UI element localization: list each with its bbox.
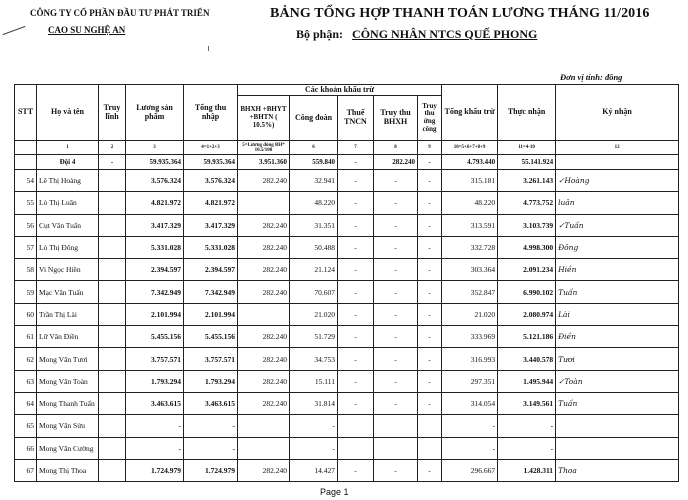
row-tong-thu-nhap: 3.463.615 (184, 392, 238, 414)
team-tong-thu-nhap: 59.935.364 (184, 155, 238, 170)
row-bhxh: 282.240 (238, 392, 290, 414)
row-tong-thu-nhap: - (184, 415, 238, 437)
row-truy-linh (99, 392, 126, 414)
row-luong-san-pham: 3.463.615 (126, 392, 184, 414)
table-row (15, 236, 679, 258)
col-number: 2 (99, 141, 126, 155)
table-row (15, 415, 679, 437)
row-cong-doan: - (290, 437, 338, 459)
row-thue: - (338, 281, 374, 303)
row-thuc-nhan: 2.091.234 (498, 259, 556, 281)
company-name: CÔNG TY CỔ PHẦN ĐẦU TƯ PHÁT TRIỂN (30, 8, 210, 18)
table-row (15, 459, 679, 481)
row-tong-khau-tru: 315.181 (442, 170, 498, 192)
team-thue: - (338, 155, 374, 170)
row-stt: 58 (15, 259, 37, 281)
row-thue: - (338, 348, 374, 370)
row-stt: 55 (15, 192, 37, 214)
row-name: Lê Thị Hoàng (37, 170, 99, 192)
row-stt: 65 (15, 415, 37, 437)
row-thue: - (338, 459, 374, 481)
row-thue: - (338, 370, 374, 392)
team-truy-thu-ung-cong: - (418, 155, 442, 170)
row-luong-san-pham: 5.455.156 (126, 326, 184, 348)
row-signature: Lài (556, 303, 679, 325)
row-truy-linh (99, 170, 126, 192)
header-deductions-group: Các khoản khấu trừ (238, 85, 442, 96)
row-truy-thu-bhxh: - (374, 348, 418, 370)
row-bhxh (238, 415, 290, 437)
row-name: Mong Thị Thoa (37, 459, 99, 481)
row-tong-khau-tru: 296.667 (442, 459, 498, 481)
row-tong-thu-nhap: 3.757.571 (184, 348, 238, 370)
row-thuc-nhan: 2.080.974 (498, 303, 556, 325)
row-tong-thu-nhap: 1.724.979 (184, 459, 238, 481)
table-row (15, 348, 679, 370)
col-number: 3 (126, 141, 184, 155)
row-tong-thu-nhap: 5.331.028 (184, 236, 238, 258)
row-cong-doan: 48.220 (290, 192, 338, 214)
row-truy-thu-bhxh: - (374, 236, 418, 258)
row-tong-thu-nhap: - (184, 437, 238, 459)
team-truy-thu-bhxh: 282.240 (374, 155, 418, 170)
branch-name: CAO SU NGHỆ AN (48, 25, 126, 35)
row-luong-san-pham: 2.394.597 (126, 259, 184, 281)
header-truy-thu-ung-cong: Truy thu ứng công (418, 96, 442, 141)
row-signature: Tuấn (556, 281, 679, 303)
row-tong-khau-tru: 21.020 (442, 303, 498, 325)
row-luong-san-pham: 2.101.994 (126, 303, 184, 325)
row-thuc-nhan: 3.103.739 (498, 214, 556, 236)
header-cong-doan: Công đoàn (290, 96, 338, 141)
row-luong-san-pham: - (126, 415, 184, 437)
row-signature: Tuấn (556, 392, 679, 414)
row-name: Mong Văn Cường (37, 437, 99, 459)
row-thuc-nhan: 3.440.578 (498, 348, 556, 370)
row-signature: ✓Toàn (556, 370, 679, 392)
col-number: 9 (418, 141, 442, 155)
col-number: 11=4-10 (498, 141, 556, 155)
row-truy-thu-bhxh: - (374, 259, 418, 281)
row-tong-khau-tru: 297.351 (442, 370, 498, 392)
corner-mark (3, 26, 26, 35)
column-number-row (15, 141, 679, 155)
row-cong-doan: 50.488 (290, 236, 338, 258)
row-name: Lò Thị Luân (37, 192, 99, 214)
team-truy-linh: - (99, 155, 126, 170)
row-thuc-nhan: 3.261.143 (498, 170, 556, 192)
header-luong-san-pham: Lương sản phẩm (126, 85, 184, 141)
row-tong-thu-nhap: 4.821.972 (184, 192, 238, 214)
row-truy-linh (99, 370, 126, 392)
row-luong-san-pham: 1.724.979 (126, 459, 184, 481)
row-thue: - (338, 214, 374, 236)
row-truy-linh (99, 214, 126, 236)
row-truy-thu-ung-cong: - (418, 192, 442, 214)
col-number: 5=Lương đóng BH* 10.5/100 (238, 141, 290, 155)
row-tong-khau-tru: 48.220 (442, 192, 498, 214)
row-thuc-nhan: - (498, 437, 556, 459)
row-truy-thu-bhxh: - (374, 392, 418, 414)
row-stt: 64 (15, 392, 37, 414)
team-tong-khau-tru: 4.793.440 (442, 155, 498, 170)
row-truy-thu-bhxh: - (374, 326, 418, 348)
row-luong-san-pham: 1.793.294 (126, 370, 184, 392)
row-truy-thu-bhxh: - (374, 281, 418, 303)
row-stt: 61 (15, 326, 37, 348)
row-bhxh: 282.240 (238, 259, 290, 281)
row-name: Mạc Văn Tuấn (37, 281, 99, 303)
table-row (15, 192, 679, 214)
table-row (15, 259, 679, 281)
row-thuc-nhan: 6.990.102 (498, 281, 556, 303)
row-truy-thu-ung-cong: - (418, 281, 442, 303)
row-cong-doan: 34.753 (290, 348, 338, 370)
row-tong-khau-tru: - (442, 437, 498, 459)
row-truy-thu-ung-cong: - (418, 459, 442, 481)
row-signature: Tươi (556, 348, 679, 370)
row-tong-thu-nhap: 3.576.324 (184, 170, 238, 192)
row-stt: 56 (15, 214, 37, 236)
row-luong-san-pham: 5.331.028 (126, 236, 184, 258)
row-stt: 62 (15, 348, 37, 370)
row-tong-khau-tru: - (442, 415, 498, 437)
row-truy-linh (99, 259, 126, 281)
row-truy-thu-ung-cong: - (418, 170, 442, 192)
col-number: 8 (374, 141, 418, 155)
row-thuc-nhan: 4.773.752 (498, 192, 556, 214)
col-number: 1 (37, 141, 99, 155)
row-name: Cụt Văn Tuấn (37, 214, 99, 236)
col-number: 7 (338, 141, 374, 155)
table-row (15, 170, 679, 192)
row-truy-linh (99, 415, 126, 437)
row-thuc-nhan: 4.998.300 (498, 236, 556, 258)
row-bhxh: 282.240 (238, 281, 290, 303)
row-thuc-nhan: - (498, 415, 556, 437)
row-thue (338, 437, 374, 459)
header-ky-nhan: Ký nhận (556, 85, 679, 141)
row-bhxh: 282.240 (238, 326, 290, 348)
row-tong-thu-nhap: 5.455.156 (184, 326, 238, 348)
row-truy-thu-bhxh: - (374, 192, 418, 214)
table-row (15, 214, 679, 236)
row-truy-linh (99, 437, 126, 459)
row-truy-thu-ung-cong: - (418, 236, 442, 258)
row-bhxh (238, 437, 290, 459)
row-bhxh (238, 192, 290, 214)
currency-unit: Đơn vị tính: đồng (560, 72, 623, 82)
row-truy-thu-ung-cong: - (418, 370, 442, 392)
row-tong-khau-tru: 332.728 (442, 236, 498, 258)
table-row (15, 303, 679, 325)
row-signature: ✓Hoàng (556, 170, 679, 192)
team-bhxh: 3.951.360 (238, 155, 290, 170)
row-truy-thu-bhxh (374, 415, 418, 437)
row-thue: - (338, 170, 374, 192)
row-name: Mong Thanh Tuấn (37, 392, 99, 414)
row-truy-linh (99, 348, 126, 370)
row-signature: Đông (556, 236, 679, 258)
row-tong-khau-tru: 316.993 (442, 348, 498, 370)
row-cong-doan: 32.941 (290, 170, 338, 192)
row-truy-thu-ung-cong (418, 415, 442, 437)
row-signature: Hiền (556, 259, 679, 281)
row-stt: 59 (15, 281, 37, 303)
team-subtotal-row (15, 155, 679, 170)
col-number: 6 (290, 141, 338, 155)
header-tong-thu-nhap: Tổng thu nhập (184, 85, 238, 141)
document-title: BẢNG TỔNG HỢP THANH TOÁN LƯƠNG THÁNG 11/2016 (270, 6, 650, 21)
row-truy-thu-ung-cong: - (418, 326, 442, 348)
col-number: 10=5+6+7+8+9 (442, 141, 498, 155)
row-truy-thu-ung-cong: - (418, 303, 442, 325)
department-label: Bộ phận: (296, 27, 344, 41)
row-cong-doan: 31.351 (290, 214, 338, 236)
row-truy-thu-ung-cong: - (418, 392, 442, 414)
row-signature (556, 415, 679, 437)
table-row (15, 281, 679, 303)
row-cong-doan: - (290, 415, 338, 437)
row-tong-thu-nhap: 3.417.329 (184, 214, 238, 236)
row-truy-thu-bhxh (374, 437, 418, 459)
row-name: Mong Văn Sửu (37, 415, 99, 437)
row-luong-san-pham: 3.576.324 (126, 170, 184, 192)
team-luong-san-pham: 59.935.364 (126, 155, 184, 170)
header-bhxh: BHXH +BHYT +BHTN ( 10.5%) (238, 96, 290, 141)
row-thue: - (338, 236, 374, 258)
row-stt: 54 (15, 170, 37, 192)
col-number: 12 (556, 141, 679, 155)
row-cong-doan: 14.427 (290, 459, 338, 481)
row-bhxh: 282.240 (238, 348, 290, 370)
row-tong-khau-tru: 303.364 (442, 259, 498, 281)
row-truy-thu-bhxh: - (374, 370, 418, 392)
row-truy-thu-ung-cong: - (418, 259, 442, 281)
row-truy-linh (99, 281, 126, 303)
page-number: Page 1 (320, 487, 349, 497)
row-tong-khau-tru: 313.591 (442, 214, 498, 236)
row-truy-thu-ung-cong: - (418, 214, 442, 236)
row-truy-thu-bhxh: - (374, 303, 418, 325)
row-truy-thu-bhxh: - (374, 459, 418, 481)
row-truy-thu-ung-cong (418, 437, 442, 459)
row-signature: Điền (556, 326, 679, 348)
row-name: Lò Thị Đông (37, 236, 99, 258)
row-thuc-nhan: 5.121.186 (498, 326, 556, 348)
header-truy-linh: Truy lĩnh (99, 85, 126, 141)
row-tong-thu-nhap: 7.342.949 (184, 281, 238, 303)
row-signature: Thoa (556, 459, 679, 481)
row-bhxh: 282.240 (238, 459, 290, 481)
row-truy-linh (99, 459, 126, 481)
row-tong-khau-tru: 314.054 (442, 392, 498, 414)
row-stt: 57 (15, 236, 37, 258)
table-row (15, 437, 679, 459)
row-truy-thu-ung-cong: - (418, 348, 442, 370)
row-thuc-nhan: 1.495.944 (498, 370, 556, 392)
row-stt: 66 (15, 437, 37, 459)
row-bhxh: 282.240 (238, 370, 290, 392)
row-thue: - (338, 303, 374, 325)
row-cong-doan: 31.814 (290, 392, 338, 414)
header-stt: STT (15, 85, 37, 141)
row-thue: - (338, 192, 374, 214)
row-bhxh: 282.240 (238, 236, 290, 258)
row-cong-doan: 21.020 (290, 303, 338, 325)
header-truy-thu-bhxh: Truy thu BHXH (374, 96, 418, 141)
department-value: CÔNG NHÂN NTCS QUẾ PHONG (352, 27, 538, 41)
table-row (15, 392, 679, 414)
header-name: Họ và tên (37, 85, 99, 141)
row-tong-thu-nhap: 2.101.994 (184, 303, 238, 325)
row-signature: luân (556, 192, 679, 214)
row-thuc-nhan: 3.149.561 (498, 392, 556, 414)
row-name: Mong Văn Toàn (37, 370, 99, 392)
team-cong-doan: 559.840 (290, 155, 338, 170)
row-stt: 60 (15, 303, 37, 325)
row-truy-linh (99, 192, 126, 214)
table-row (15, 370, 679, 392)
table-row (15, 326, 679, 348)
row-truy-thu-bhxh: - (374, 170, 418, 192)
row-luong-san-pham: 4.821.972 (126, 192, 184, 214)
row-truy-thu-bhxh: - (374, 214, 418, 236)
row-cong-doan: 51.729 (290, 326, 338, 348)
row-truy-linh (99, 303, 126, 325)
team-thuc-nhan: 55.141.924 (498, 155, 556, 170)
row-tong-khau-tru: 333.969 (442, 326, 498, 348)
row-tong-thu-nhap: 1.793.294 (184, 370, 238, 392)
row-luong-san-pham: - (126, 437, 184, 459)
row-luong-san-pham: 7.342.949 (126, 281, 184, 303)
col-number: 4=1+2+3 (184, 141, 238, 155)
department-line (296, 27, 537, 42)
row-luong-san-pham: 3.757.571 (126, 348, 184, 370)
row-tong-thu-nhap: 2.394.597 (184, 259, 238, 281)
row-name: Mong Văn Tươi (37, 348, 99, 370)
row-thue: - (338, 326, 374, 348)
row-thuc-nhan: 1.428.311 (498, 459, 556, 481)
row-luong-san-pham: 3.417.329 (126, 214, 184, 236)
row-name: Lữ Văn Điền (37, 326, 99, 348)
row-tong-khau-tru: 352.847 (442, 281, 498, 303)
row-cong-doan: 15.111 (290, 370, 338, 392)
row-name: Trần Thị Lài (37, 303, 99, 325)
row-name: Vi Ngọc Hiền (37, 259, 99, 281)
row-bhxh (238, 303, 290, 325)
header-thuc-nhan: Thực nhận (498, 85, 556, 141)
row-truy-linh (99, 326, 126, 348)
row-truy-linh (99, 236, 126, 258)
row-bhxh: 282.240 (238, 170, 290, 192)
punch-mark (208, 46, 209, 51)
team-label: Đội 4 (37, 155, 99, 170)
row-cong-doan: 70.607 (290, 281, 338, 303)
row-bhxh: 282.240 (238, 214, 290, 236)
payroll-table (14, 84, 679, 482)
row-thue: - (338, 392, 374, 414)
row-signature (556, 437, 679, 459)
row-stt: 63 (15, 370, 37, 392)
row-cong-doan: 21.124 (290, 259, 338, 281)
row-thue (338, 415, 374, 437)
row-stt: 67 (15, 459, 37, 481)
header-thue: Thuế TNCN (338, 96, 374, 141)
row-thue: - (338, 259, 374, 281)
row-signature: ✓Tuấn (556, 214, 679, 236)
header-tong-khau-tru: Tổng khấu trừ (442, 85, 498, 141)
